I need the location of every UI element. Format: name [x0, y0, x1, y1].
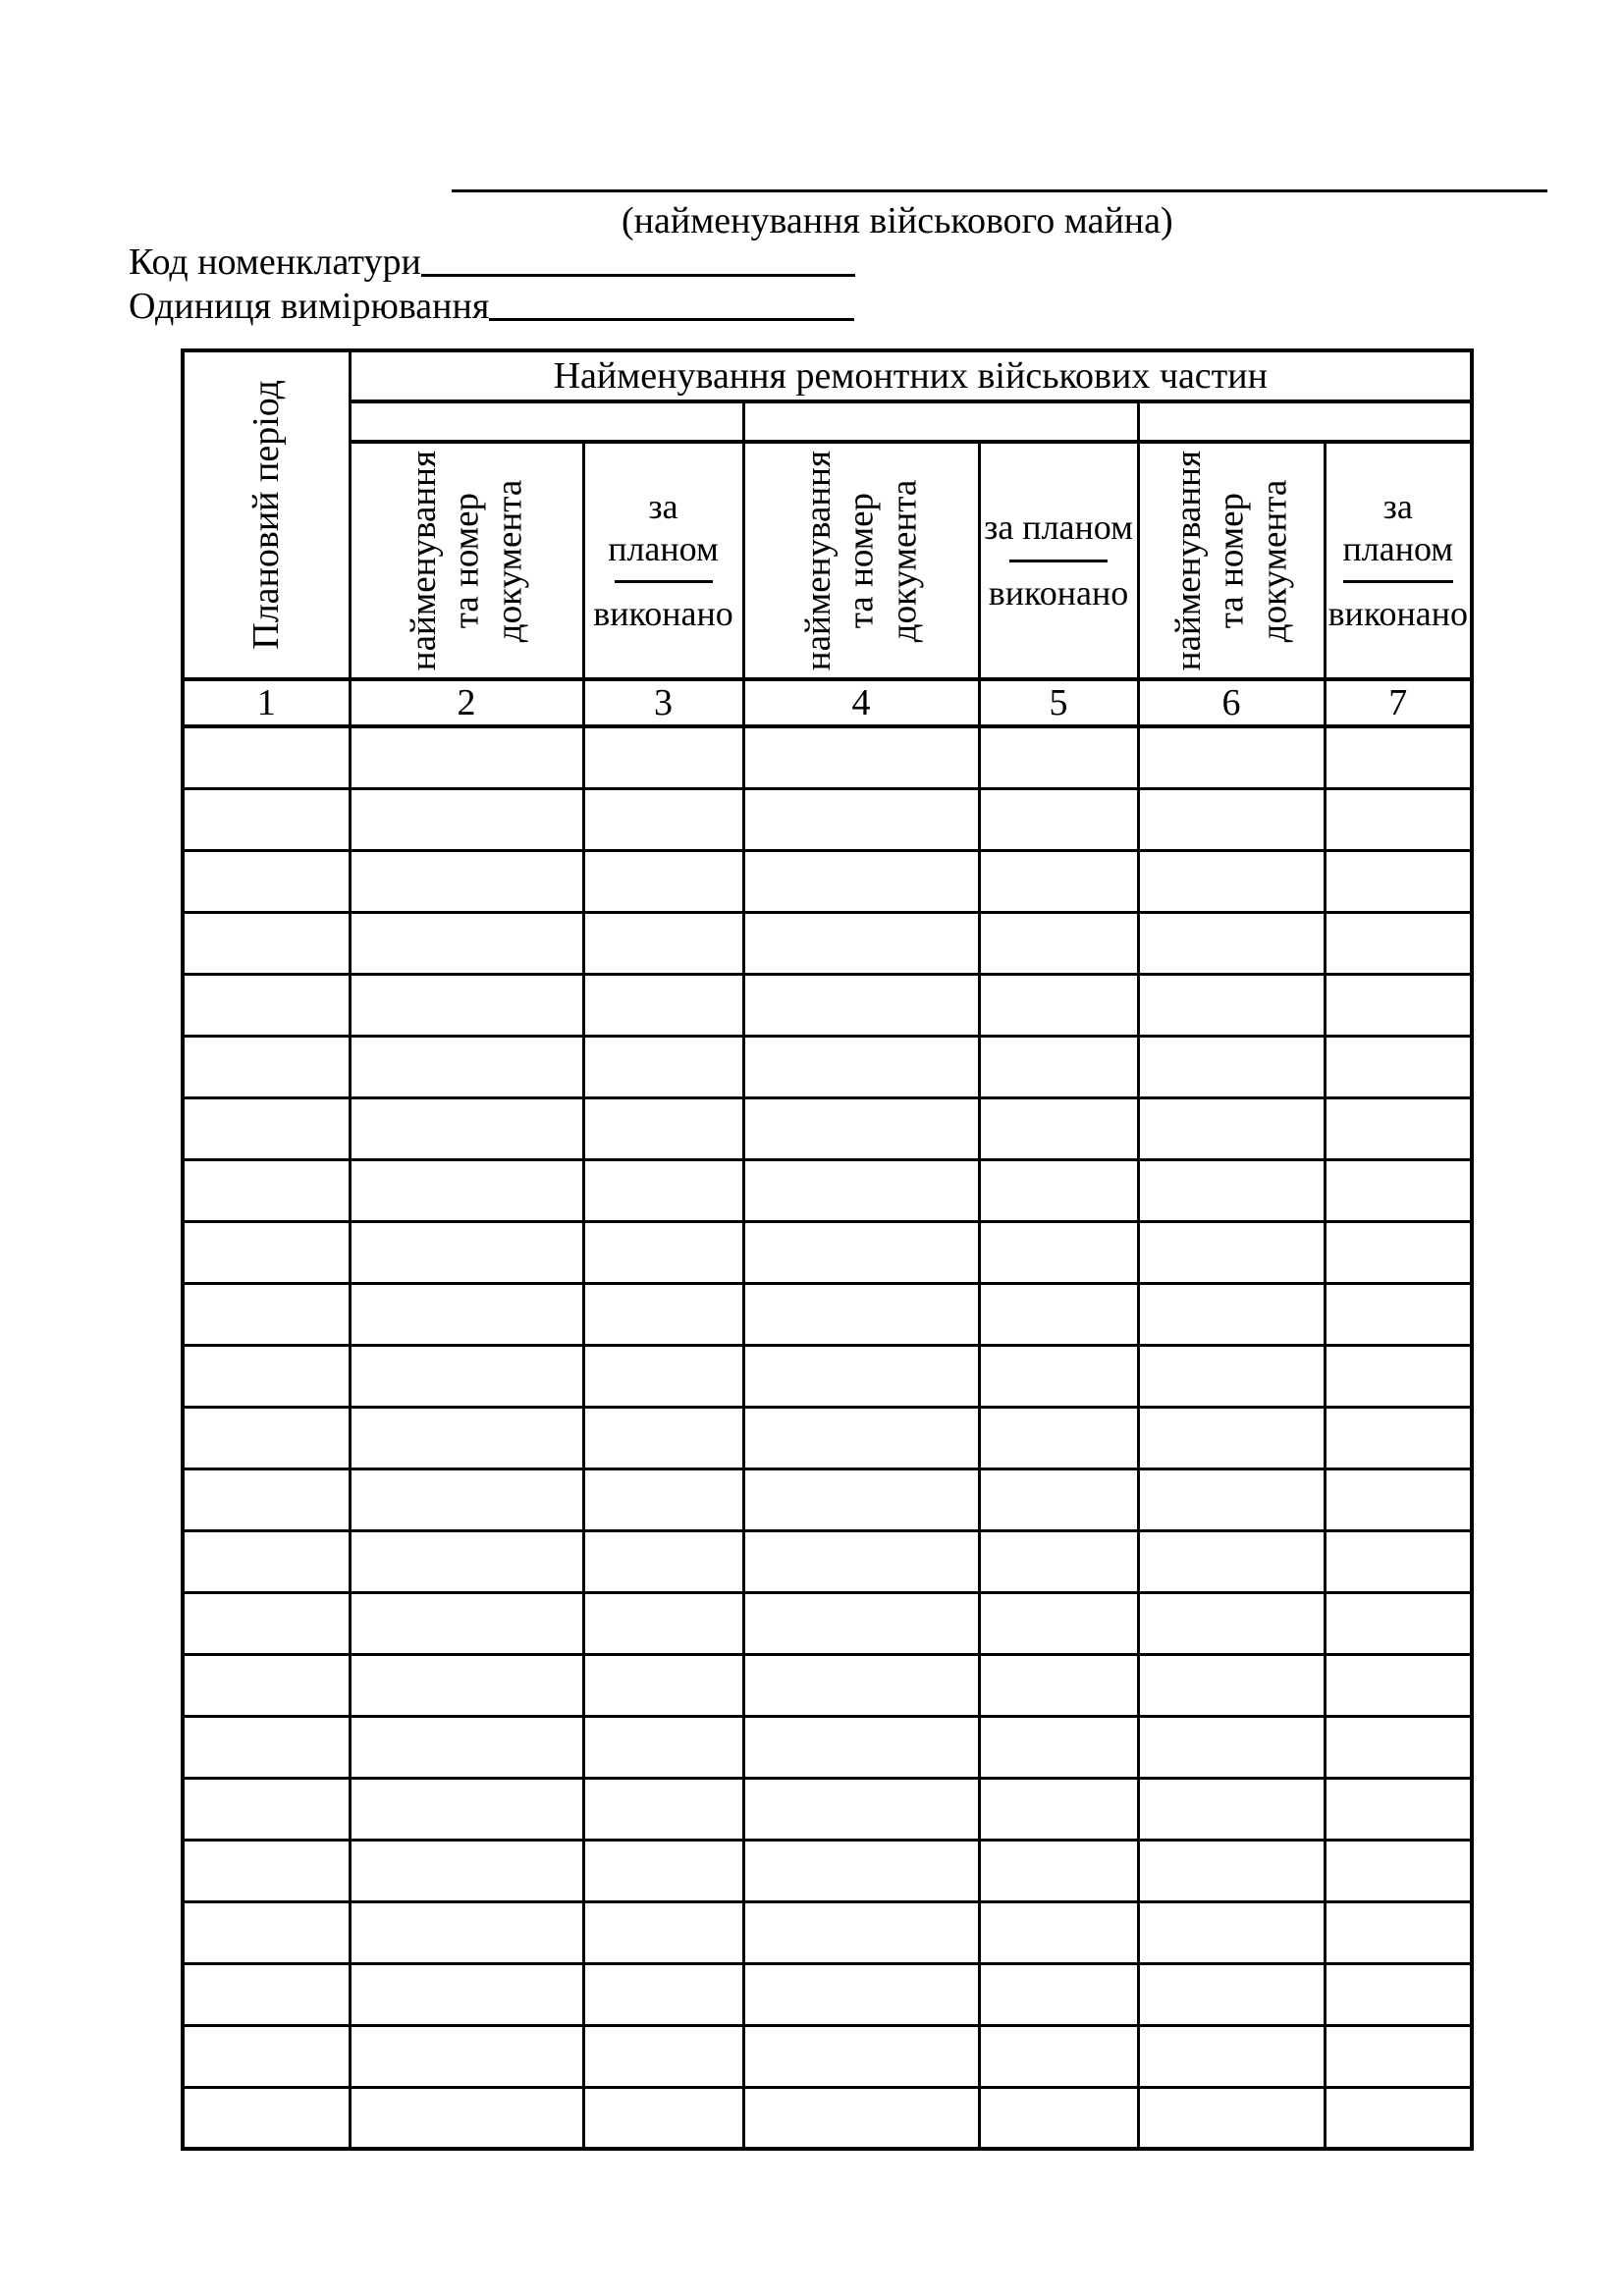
data-cell — [743, 912, 979, 974]
data-cell — [979, 2025, 1138, 2087]
data-cell — [1138, 1530, 1325, 1592]
data-row — [183, 1468, 1472, 1530]
blank-line-caption: (найменування військового майна) — [622, 200, 1173, 241]
data-cell — [350, 1283, 583, 1345]
data-cell — [1325, 1778, 1472, 1840]
data-cell — [979, 1159, 1138, 1221]
fraction-line — [1343, 580, 1453, 583]
data-cell — [1138, 1345, 1325, 1407]
data-row — [183, 726, 1472, 788]
data-cell — [1138, 1963, 1325, 2025]
data-cell — [583, 788, 743, 850]
data-cell — [1325, 1716, 1472, 1778]
data-cell — [583, 1654, 743, 1716]
data-cell — [1138, 1592, 1325, 1654]
data-cell — [350, 1159, 583, 1221]
data-cell — [1138, 1716, 1325, 1778]
data-cell — [183, 1036, 350, 1097]
data-cell — [583, 1592, 743, 1654]
data-cell — [979, 1654, 1138, 1716]
data-cell — [583, 1778, 743, 1840]
data-cell — [1138, 2087, 1325, 2149]
data-cell — [583, 1530, 743, 1592]
data-cell — [583, 726, 743, 788]
data-cell — [743, 1283, 979, 1345]
data-cell — [979, 1283, 1138, 1345]
data-cell — [183, 1530, 350, 1592]
data-cell — [743, 2025, 979, 2087]
nomenclature-code-field — [129, 240, 855, 284]
data-row — [183, 850, 1472, 912]
data-cell — [743, 1592, 979, 1654]
data-cell — [979, 1221, 1138, 1283]
data-cell — [1325, 2025, 1472, 2087]
fraction-line — [615, 580, 713, 583]
data-cell — [183, 1407, 350, 1468]
data-cell — [743, 1036, 979, 1097]
data-cell — [183, 912, 350, 974]
data-cell — [979, 1778, 1138, 1840]
data-cell — [979, 1097, 1138, 1159]
data-cell — [350, 1716, 583, 1778]
data-cell — [1325, 1283, 1472, 1345]
unit-name-cell-3 — [1138, 401, 1472, 442]
data-cell — [1325, 1407, 1472, 1468]
top-header-row — [183, 350, 1472, 401]
doc-header-rotated-text-2 — [797, 451, 926, 670]
data-cell — [1325, 1159, 1472, 1221]
data-cell — [183, 726, 350, 788]
data-cell — [583, 1159, 743, 1221]
data-cell — [1138, 1654, 1325, 1716]
data-cell — [1325, 1654, 1472, 1716]
data-cell — [583, 974, 743, 1036]
data-cell — [979, 1716, 1138, 1778]
plan-label-line: за — [648, 486, 678, 526]
data-row — [183, 1654, 1472, 1716]
data-cell — [350, 1963, 583, 2025]
data-cell — [1138, 1097, 1325, 1159]
data-cell — [350, 1530, 583, 1592]
unit-names-row — [183, 401, 1472, 442]
data-row — [183, 1530, 1472, 1592]
data-cell — [743, 1159, 979, 1221]
data-cell — [1325, 788, 1472, 850]
data-cell — [583, 1840, 743, 1901]
data-cell — [979, 850, 1138, 912]
column-number: 3 — [583, 679, 743, 726]
data-cell — [350, 1468, 583, 1530]
data-cell — [583, 1407, 743, 1468]
data-cell — [1325, 850, 1472, 912]
data-cell — [183, 1901, 350, 1963]
data-cell — [583, 1716, 743, 1778]
data-cell — [1138, 912, 1325, 974]
data-cell — [1325, 1840, 1472, 1901]
data-cell — [1325, 1901, 1472, 1963]
data-cell — [743, 726, 979, 788]
data-cell — [979, 1036, 1138, 1097]
data-cell — [743, 1963, 979, 2025]
data-cell — [1138, 1036, 1325, 1097]
data-cell — [183, 2025, 350, 2087]
data-row — [183, 1221, 1472, 1283]
data-cell — [1138, 1468, 1325, 1530]
data-row — [183, 1345, 1472, 1407]
data-cell — [1138, 1221, 1325, 1283]
data-cell — [583, 1345, 743, 1407]
data-cell — [583, 850, 743, 912]
data-cell — [1138, 726, 1325, 788]
data-cell — [350, 974, 583, 1036]
data-cell — [183, 1159, 350, 1221]
data-cell — [1138, 974, 1325, 1036]
data-cell — [183, 1840, 350, 1901]
data-row — [183, 1283, 1472, 1345]
data-cell — [350, 2087, 583, 2149]
done-label: виконано — [593, 594, 733, 634]
doc-header-line: та номер — [840, 492, 882, 629]
doc-header-rotated-text-3 — [1167, 451, 1296, 670]
measurement-unit-field — [129, 285, 854, 328]
data-rows — [183, 726, 1472, 2149]
data-cell — [743, 1530, 979, 1592]
data-cell — [979, 726, 1138, 788]
data-cell — [183, 974, 350, 1036]
data-cell — [743, 850, 979, 912]
data-row — [183, 1097, 1472, 1159]
doc-header-line: документа — [1253, 479, 1294, 642]
data-cell — [743, 2087, 979, 2149]
data-row — [183, 2025, 1472, 2087]
data-cell — [350, 912, 583, 974]
column-number: 1 — [183, 679, 350, 726]
doc-header-line: документа — [488, 479, 529, 642]
data-row — [183, 1159, 1472, 1221]
data-cell — [350, 1036, 583, 1097]
column-number: 5 — [979, 679, 1138, 726]
data-cell — [183, 1283, 350, 1345]
doc-header-line: та номер — [446, 492, 487, 629]
column-number: 2 — [350, 679, 583, 726]
data-cell — [350, 788, 583, 850]
doc-header-line: найменування — [1167, 450, 1209, 671]
data-cell — [183, 1468, 350, 1530]
data-row — [183, 912, 1472, 974]
period-header-cell — [183, 350, 350, 679]
data-cell — [743, 1097, 979, 1159]
data-cell — [743, 1221, 979, 1283]
plan-done-header-cell-3 — [1325, 442, 1472, 679]
measurement-unit-label: Одиниця вимірювання — [129, 286, 490, 327]
data-cell — [1325, 1963, 1472, 2025]
data-cell — [350, 1901, 583, 1963]
data-row — [183, 1840, 1472, 1901]
data-cell — [350, 1407, 583, 1468]
unit-name-cell-2 — [743, 401, 1138, 442]
data-cell — [583, 1221, 743, 1283]
measurement-unit-fill-line — [489, 317, 854, 321]
data-cell — [743, 1901, 979, 1963]
data-cell — [183, 1778, 350, 1840]
data-cell — [183, 1716, 350, 1778]
data-cell — [583, 1283, 743, 1345]
doc-header-cell-3 — [1138, 442, 1325, 679]
data-cell — [979, 1468, 1138, 1530]
data-cell — [979, 2087, 1138, 2149]
data-cell — [583, 1901, 743, 1963]
data-cell — [350, 726, 583, 788]
doc-header-line: документа — [883, 479, 924, 642]
doc-header-cell-2 — [743, 442, 979, 679]
data-row — [183, 1592, 1472, 1654]
data-cell — [1325, 1221, 1472, 1283]
data-cell — [183, 1345, 350, 1407]
data-cell — [1325, 1468, 1472, 1530]
repair-plan-table — [181, 348, 1474, 2151]
data-cell — [1138, 788, 1325, 850]
data-cell — [183, 850, 350, 912]
column-numbers-row — [183, 679, 1472, 726]
data-row — [183, 974, 1472, 1036]
column-number: 6 — [1138, 679, 1325, 726]
data-cell — [350, 1097, 583, 1159]
data-cell — [1138, 1901, 1325, 1963]
plan-label-inline: за планом — [984, 507, 1133, 548]
data-cell — [1138, 1840, 1325, 1901]
column-number: 4 — [743, 679, 979, 726]
data-cell — [350, 1221, 583, 1283]
data-cell — [183, 1963, 350, 2025]
data-cell — [743, 1407, 979, 1468]
data-cell — [743, 1468, 979, 1530]
data-cell — [183, 788, 350, 850]
data-cell — [1138, 1778, 1325, 1840]
plan-label-line: за — [1382, 486, 1413, 526]
data-cell — [183, 1592, 350, 1654]
data-cell — [1138, 1407, 1325, 1468]
plan-done-header-cell-2 — [979, 442, 1138, 679]
data-cell — [743, 1778, 979, 1840]
subheader-row — [183, 442, 1472, 679]
data-cell — [1325, 912, 1472, 974]
data-cell — [350, 1592, 583, 1654]
doc-header-rotated-text-1 — [403, 451, 531, 670]
data-row — [183, 1963, 1472, 2025]
data-cell — [583, 1097, 743, 1159]
data-cell — [979, 1592, 1138, 1654]
data-row — [183, 1407, 1472, 1468]
data-cell — [183, 1654, 350, 1716]
data-cell — [979, 974, 1138, 1036]
data-cell — [183, 1221, 350, 1283]
doc-header-line: найменування — [797, 450, 839, 671]
data-cell — [1325, 1036, 1472, 1097]
doc-header-line: найменування — [403, 450, 444, 671]
done-label: виконано — [1327, 594, 1468, 634]
data-cell — [743, 1654, 979, 1716]
data-cell — [1138, 2025, 1325, 2087]
data-cell — [1325, 1097, 1472, 1159]
data-row — [183, 2087, 1472, 2149]
data-cell — [979, 1901, 1138, 1963]
data-cell — [743, 1345, 979, 1407]
data-cell — [743, 788, 979, 850]
nomenclature-code-fill-line — [421, 273, 855, 277]
data-cell — [1325, 1530, 1472, 1592]
data-cell — [350, 1345, 583, 1407]
data-cell — [583, 912, 743, 974]
data-cell — [1325, 1592, 1472, 1654]
plan-label-line: планом — [608, 528, 719, 568]
data-cell — [183, 2087, 350, 2149]
plan-label-line: планом — [1342, 528, 1454, 568]
table-title-cell: Найменування ремонтних військових частин — [350, 350, 1472, 401]
data-cell — [350, 1654, 583, 1716]
data-cell — [583, 1468, 743, 1530]
period-header-rotated-text: Плановий період — [245, 380, 288, 650]
fraction-line — [1009, 560, 1108, 562]
data-cell — [350, 1840, 583, 1901]
data-cell — [1325, 974, 1472, 1036]
doc-header-cell-1 — [350, 442, 583, 679]
data-cell — [1138, 1159, 1325, 1221]
data-cell — [1138, 850, 1325, 912]
data-cell — [743, 974, 979, 1036]
data-cell — [583, 1963, 743, 2025]
data-cell — [183, 1097, 350, 1159]
data-cell — [979, 912, 1138, 974]
column-number: 7 — [1325, 679, 1472, 726]
data-cell — [979, 788, 1138, 850]
data-cell — [743, 1716, 979, 1778]
header-rows — [183, 350, 1472, 726]
data-row — [183, 1901, 1472, 1963]
data-cell — [350, 1778, 583, 1840]
data-cell — [350, 850, 583, 912]
data-cell — [350, 2025, 583, 2087]
nomenclature-code-label: Код номенклатури — [129, 241, 421, 283]
data-row — [183, 788, 1472, 850]
data-cell — [583, 2087, 743, 2149]
doc-header-line: та номер — [1211, 492, 1252, 629]
done-label: виконано — [988, 572, 1129, 613]
data-row — [183, 1778, 1472, 1840]
data-cell — [979, 1530, 1138, 1592]
data-cell — [979, 1963, 1138, 2025]
plan-done-header-cell-1 — [583, 442, 743, 679]
data-cell — [1325, 1345, 1472, 1407]
blank-fill-line — [452, 155, 1547, 192]
data-row — [183, 1716, 1472, 1778]
data-cell — [1325, 726, 1472, 788]
data-cell — [583, 2025, 743, 2087]
data-cell — [979, 1345, 1138, 1407]
data-cell — [979, 1407, 1138, 1468]
data-cell — [979, 1840, 1138, 1901]
data-cell — [743, 1840, 979, 1901]
data-cell — [1138, 1283, 1325, 1345]
data-cell — [1325, 2087, 1472, 2149]
unit-name-cell-1 — [350, 401, 743, 442]
data-row — [183, 1036, 1472, 1097]
data-cell — [583, 1036, 743, 1097]
